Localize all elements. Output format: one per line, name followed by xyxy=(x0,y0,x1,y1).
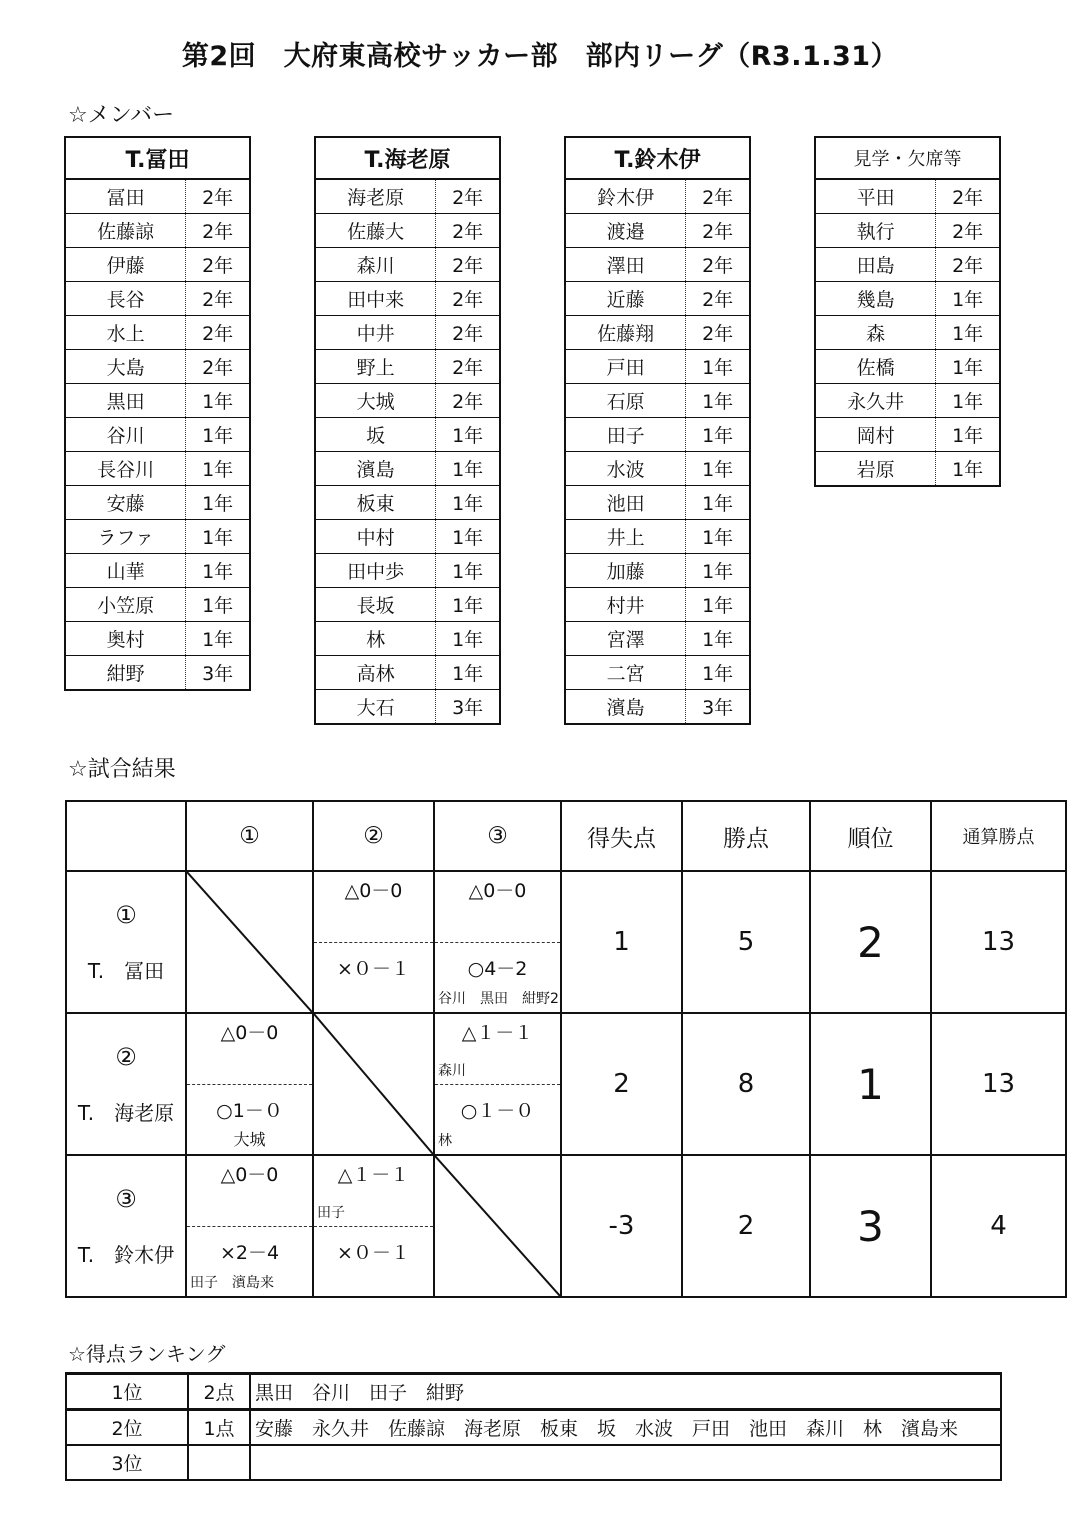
member-year: 3年 xyxy=(436,690,500,725)
match-cell: △0－0 ○4－2 谷川 黒田 紺野2 xyxy=(434,871,561,1013)
member-name: 村井 xyxy=(565,588,686,622)
member-year: 1年 xyxy=(686,384,750,418)
member-name: 大石 xyxy=(315,690,436,725)
member-name: 佐藤諒 xyxy=(65,214,186,248)
member-row xyxy=(565,452,750,486)
points-cell: 5 xyxy=(682,871,810,1013)
member-year: 2年 xyxy=(936,179,1000,214)
member-name: 中村 xyxy=(315,520,436,554)
team-table-suzukii xyxy=(564,136,751,725)
member-name: 長坂 xyxy=(315,588,436,622)
member-year: 1年 xyxy=(186,588,250,622)
member-year: 2年 xyxy=(186,316,250,350)
member-row xyxy=(815,350,1000,384)
member-name: 加藤 xyxy=(565,554,686,588)
member-name: 長谷川 xyxy=(65,452,186,486)
member-name: 鈴木伊 xyxy=(565,179,686,214)
member-year: 2年 xyxy=(936,248,1000,282)
member-row xyxy=(565,179,750,214)
header-points: 勝点 xyxy=(682,801,810,871)
member-name: 石原 xyxy=(565,384,686,418)
header-team2: ② xyxy=(313,801,434,871)
header-goal-diff: 得失点 xyxy=(561,801,682,871)
member-year: 2年 xyxy=(436,248,500,282)
ranking-row: 3位 xyxy=(66,1445,1001,1480)
member-name: 宮澤 xyxy=(565,622,686,656)
total-points-cell: 13 xyxy=(931,871,1066,1013)
member-name: 森 xyxy=(815,316,936,350)
member-name: 冨田 xyxy=(65,179,186,214)
member-name: 奥村 xyxy=(65,622,186,656)
member-year: 2年 xyxy=(186,214,250,248)
member-name: 佐橋 xyxy=(815,350,936,384)
member-year: 1年 xyxy=(436,418,500,452)
member-row xyxy=(315,384,500,418)
ranking-row: 1位 2点 黒田 谷川 田子 紺野 xyxy=(66,1374,1001,1410)
member-row xyxy=(65,214,250,248)
total-points-cell: 13 xyxy=(931,1013,1066,1155)
member-name: 二宮 xyxy=(565,656,686,690)
member-name: 大城 xyxy=(315,384,436,418)
match-cell: △0－0 ×０－１ xyxy=(313,871,434,1013)
member-name: 近藤 xyxy=(565,282,686,316)
member-name: 平田 xyxy=(815,179,936,214)
header-team3: ③ xyxy=(434,801,561,871)
member-year: 1年 xyxy=(186,520,250,554)
member-name: 谷川 xyxy=(65,418,186,452)
member-name: 執行 xyxy=(815,214,936,248)
member-row xyxy=(565,622,750,656)
member-row xyxy=(65,554,250,588)
member-row xyxy=(315,554,500,588)
member-year: 1年 xyxy=(936,316,1000,350)
member-row xyxy=(815,248,1000,282)
member-row xyxy=(315,486,500,520)
member-row xyxy=(565,350,750,384)
member-year: 1年 xyxy=(936,418,1000,452)
page-title: 第2回 大府東高校サッカー部 部内リーグ（R3.1.31） xyxy=(181,41,899,72)
member-row xyxy=(565,214,750,248)
member-name: 池田 xyxy=(565,486,686,520)
member-name: 澤田 xyxy=(565,248,686,282)
team-name: T.海老原 xyxy=(315,137,500,179)
member-year: 2年 xyxy=(686,179,750,214)
member-year: 2年 xyxy=(186,282,250,316)
member-year: 1年 xyxy=(686,588,750,622)
corner-cell xyxy=(66,801,186,871)
points-cell: 2 xyxy=(682,1155,810,1297)
team-name: T.鈴木伊 xyxy=(565,137,750,179)
match-cell: △0－0 ×2－4 田子 濱島来 xyxy=(186,1155,313,1297)
member-year: 1年 xyxy=(936,384,1000,418)
member-row xyxy=(315,656,500,690)
member-year: 2年 xyxy=(686,282,750,316)
member-row xyxy=(565,282,750,316)
member-year: 2年 xyxy=(936,214,1000,248)
points-cell: 8 xyxy=(682,1013,810,1155)
member-name: 田島 xyxy=(815,248,936,282)
diagonal-cell xyxy=(434,1155,561,1297)
member-name: 幾島 xyxy=(815,282,936,316)
member-name: 田中来 xyxy=(315,282,436,316)
match-cell: △１－１ 森川 ○１－０ 林 xyxy=(434,1013,561,1155)
member-year: 2年 xyxy=(686,316,750,350)
member-year: 2年 xyxy=(436,384,500,418)
member-row xyxy=(65,520,250,554)
team-cell: ③ T. 鈴木伊 xyxy=(66,1155,186,1297)
member-row xyxy=(315,350,500,384)
team-cell: ① T. 冨田 xyxy=(66,871,186,1013)
member-row xyxy=(315,690,500,725)
member-year: 1年 xyxy=(686,350,750,384)
member-name: 水波 xyxy=(565,452,686,486)
member-name: 戸田 xyxy=(565,350,686,384)
member-name: 佐藤翔 xyxy=(565,316,686,350)
member-year: 3年 xyxy=(186,656,250,691)
member-year: 2年 xyxy=(436,350,500,384)
member-year: 3年 xyxy=(686,690,750,725)
member-name: 渡邉 xyxy=(565,214,686,248)
member-year: 1年 xyxy=(686,622,750,656)
match-cell: △0－0 ○1－０ 大城 xyxy=(186,1013,313,1155)
member-year: 1年 xyxy=(436,486,500,520)
member-row xyxy=(315,622,500,656)
member-row xyxy=(65,418,250,452)
goal-diff-cell: 2 xyxy=(561,1013,682,1155)
member-year: 1年 xyxy=(436,656,500,690)
member-row xyxy=(65,656,250,691)
member-year: 2年 xyxy=(186,179,250,214)
member-row xyxy=(65,282,250,316)
member-name: 田中歩 xyxy=(315,554,436,588)
member-year: 1年 xyxy=(436,520,500,554)
header-total-points: 通算勝点 xyxy=(931,801,1066,871)
member-row xyxy=(565,418,750,452)
member-row xyxy=(815,316,1000,350)
member-row xyxy=(815,214,1000,248)
member-row xyxy=(565,486,750,520)
member-year: 1年 xyxy=(686,452,750,486)
member-year: 2年 xyxy=(186,350,250,384)
team-cell: ② T. 海老原 xyxy=(66,1013,186,1155)
diagonal-cell xyxy=(313,1013,434,1155)
member-row xyxy=(65,384,250,418)
member-year: 1年 xyxy=(436,452,500,486)
team-table-tomita xyxy=(64,136,251,691)
member-row xyxy=(815,384,1000,418)
member-year: 1年 xyxy=(186,554,250,588)
member-year: 2年 xyxy=(436,282,500,316)
member-name: 高林 xyxy=(315,656,436,690)
team-table-ebihara xyxy=(314,136,501,725)
member-row xyxy=(65,452,250,486)
member-row xyxy=(65,588,250,622)
member-name: 板東 xyxy=(315,486,436,520)
member-year: 2年 xyxy=(436,179,500,214)
member-name: 安藤 xyxy=(65,486,186,520)
member-row xyxy=(565,520,750,554)
ranking-row: 2位 1点 安藤 永久井 佐藤諒 海老原 板東 坂 水波 戸田 池田 森川 林 濱島来 xyxy=(66,1410,1001,1446)
member-year: 1年 xyxy=(686,418,750,452)
member-name: 紺野 xyxy=(65,656,186,691)
member-year: 2年 xyxy=(686,248,750,282)
rank-cell: 1 xyxy=(810,1013,931,1155)
member-row xyxy=(315,418,500,452)
rank-cell: 3 xyxy=(810,1155,931,1297)
member-row xyxy=(565,316,750,350)
goal-diff-cell: -3 xyxy=(561,1155,682,1297)
header-team1: ① xyxy=(186,801,313,871)
member-year: 1年 xyxy=(186,384,250,418)
member-name: 永久井 xyxy=(815,384,936,418)
member-year: 2年 xyxy=(436,214,500,248)
member-row xyxy=(565,248,750,282)
member-row xyxy=(565,554,750,588)
member-name: 小笠原 xyxy=(65,588,186,622)
member-name: 井上 xyxy=(565,520,686,554)
member-row xyxy=(65,316,250,350)
goal-diff-cell: 1 xyxy=(561,871,682,1013)
member-year: 1年 xyxy=(686,486,750,520)
member-year: 1年 xyxy=(686,554,750,588)
header-rank: 順位 xyxy=(810,801,931,871)
member-row xyxy=(315,179,500,214)
member-row xyxy=(315,316,500,350)
member-name: 黒田 xyxy=(65,384,186,418)
member-name: 中井 xyxy=(315,316,436,350)
absent-table xyxy=(814,136,1001,487)
member-year: 1年 xyxy=(186,452,250,486)
member-row xyxy=(315,248,500,282)
member-year: 1年 xyxy=(186,486,250,520)
member-row xyxy=(815,179,1000,214)
member-name: 岩原 xyxy=(815,452,936,487)
member-row xyxy=(315,520,500,554)
member-year: 1年 xyxy=(686,520,750,554)
member-year: 2年 xyxy=(686,214,750,248)
member-row xyxy=(65,486,250,520)
member-row xyxy=(815,452,1000,487)
member-name: 坂 xyxy=(315,418,436,452)
results-table xyxy=(65,800,1067,1298)
member-row xyxy=(65,622,250,656)
member-row xyxy=(565,588,750,622)
member-year: 1年 xyxy=(186,418,250,452)
member-row xyxy=(315,452,500,486)
member-name: 山華 xyxy=(65,554,186,588)
team-name: 見学・欠席等 xyxy=(815,137,1000,179)
member-name: 田子 xyxy=(565,418,686,452)
team-name: T.冨田 xyxy=(65,137,250,179)
member-row xyxy=(565,656,750,690)
member-year: 1年 xyxy=(436,622,500,656)
member-year: 1年 xyxy=(936,452,1000,487)
member-row xyxy=(815,418,1000,452)
diagonal-cell xyxy=(186,871,313,1013)
member-year: 1年 xyxy=(686,656,750,690)
member-name: 佐藤大 xyxy=(315,214,436,248)
member-row xyxy=(315,214,500,248)
member-year: 2年 xyxy=(186,248,250,282)
member-name: 伊藤 xyxy=(65,248,186,282)
match-cell: △１－１ 田子 ×０－１ xyxy=(313,1155,434,1297)
total-points-cell: 4 xyxy=(931,1155,1066,1297)
member-name: 海老原 xyxy=(315,179,436,214)
member-name: 大島 xyxy=(65,350,186,384)
member-name: 林 xyxy=(315,622,436,656)
member-year: 1年 xyxy=(186,622,250,656)
member-row xyxy=(315,588,500,622)
member-year: 1年 xyxy=(436,554,500,588)
member-name: 野上 xyxy=(315,350,436,384)
member-name: 濱島 xyxy=(565,690,686,725)
member-name: ラファ xyxy=(65,520,186,554)
member-row xyxy=(65,179,250,214)
members-heading: ☆メンバー xyxy=(68,103,175,128)
member-row xyxy=(65,248,250,282)
results-heading: ☆試合結果 xyxy=(68,757,176,782)
member-year: 2年 xyxy=(436,316,500,350)
ranking-heading: ☆得点ランキング xyxy=(68,1342,226,1366)
member-year: 1年 xyxy=(936,350,1000,384)
member-row xyxy=(315,282,500,316)
member-row xyxy=(565,690,750,725)
ranking-table xyxy=(65,1372,1002,1481)
member-name: 濱島 xyxy=(315,452,436,486)
member-name: 水上 xyxy=(65,316,186,350)
member-year: 1年 xyxy=(436,588,500,622)
member-name: 森川 xyxy=(315,248,436,282)
member-year: 1年 xyxy=(936,282,1000,316)
member-row xyxy=(65,350,250,384)
member-row xyxy=(815,282,1000,316)
rank-cell: 2 xyxy=(810,871,931,1013)
member-row xyxy=(565,384,750,418)
member-name: 岡村 xyxy=(815,418,936,452)
member-name: 長谷 xyxy=(65,282,186,316)
